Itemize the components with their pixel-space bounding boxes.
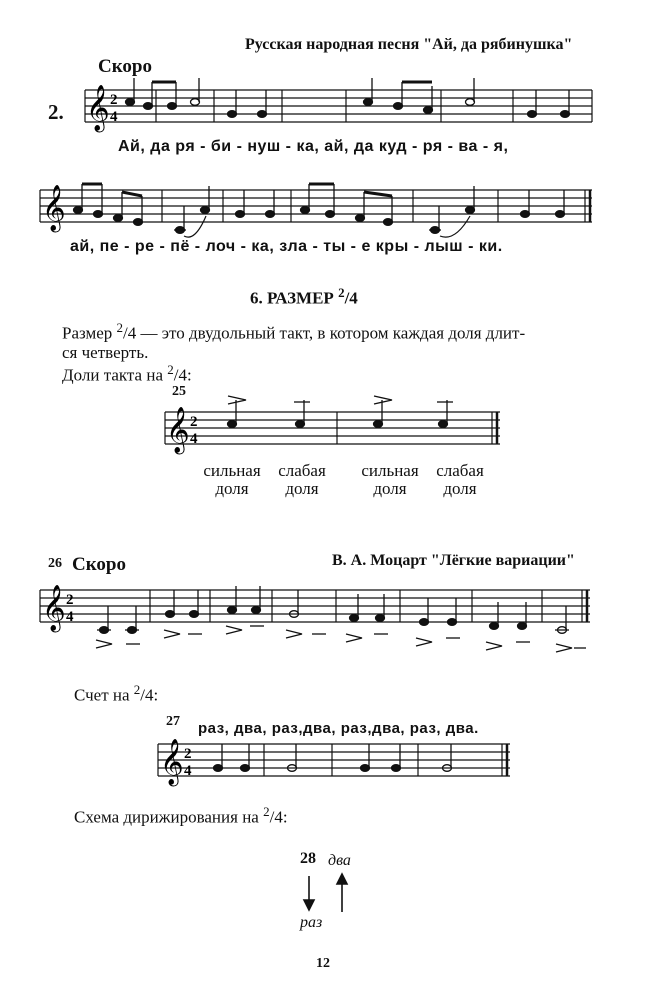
beat-two-label: два [328, 852, 351, 869]
example-number: 27 [166, 714, 180, 729]
time-signature: 2 [110, 92, 118, 108]
svg-text:2: 2 [190, 414, 198, 430]
example-source: В. А. Моцарт "Лёгкие вариации" [332, 552, 575, 569]
definition-line-2: ся четверть. [62, 343, 149, 362]
beat-label: сильная доля [361, 461, 419, 498]
example-number: 25 [172, 384, 186, 399]
tempo-marking: Скоро [72, 554, 126, 575]
beat-label: сильная доля [203, 461, 261, 498]
treble-clef-icon: 𝄞 [42, 185, 66, 230]
conducting-intro: Схема дирижирования на $^2$/4: [74, 804, 288, 827]
svg-text:4: 4 [66, 609, 74, 625]
svg-text:2: 2 [66, 592, 74, 608]
beats-intro: Доли такта на $^2$/4: [62, 362, 192, 385]
beat-label: слабая доля [436, 461, 484, 498]
lyrics-line-2: ай, пе - ре - пё - лоч - ка, зла - ты - е кры - лыш - ки. [70, 238, 503, 255]
example-source: Русская народная песня "Ай, да рябинушка" [245, 36, 573, 53]
treble-clef-icon: 𝄞 [160, 739, 184, 784]
svg-text:4: 4 [190, 431, 198, 447]
definition-line-1: Размер $^2$/4 — это двудольный такт, в котором каждая доля длит- [62, 320, 526, 343]
tempo-marking: Скоро [98, 56, 152, 77]
staff-example-25 [0, 390, 650, 470]
beat-label: слабая доля [278, 461, 326, 498]
section-heading: 6. РАЗМЕР $^2$/4 [250, 285, 358, 308]
staff-example-27 [0, 730, 650, 800]
treble-clef-icon: 𝄞 [166, 407, 190, 452]
treble-clef-icon: 𝄞 [42, 585, 66, 630]
beat-one-label: раз [300, 914, 323, 931]
conducting-diagram [290, 870, 360, 920]
count-syllables: раз, два, раз,два, раз,два, раз, два. [198, 720, 479, 737]
example-number: 2. [48, 100, 64, 124]
accent-mark [374, 396, 392, 404]
page-number: 12 [316, 956, 330, 971]
count-intro: Счет на $^2$/4: [74, 682, 159, 705]
treble-clef-icon: 𝄞 [86, 85, 110, 130]
svg-text:4: 4 [110, 109, 118, 125]
example-number: 28 [300, 850, 316, 867]
example-number: 26 [48, 556, 62, 571]
svg-text:4: 4 [184, 763, 192, 779]
accent-mark [228, 396, 246, 404]
svg-text:2: 2 [184, 746, 192, 762]
staff-example-26 [0, 570, 650, 670]
lyrics-line-1: Ай, да ря - би - нуш - ка, ай, да куд - ря - ва - я, [118, 138, 509, 155]
